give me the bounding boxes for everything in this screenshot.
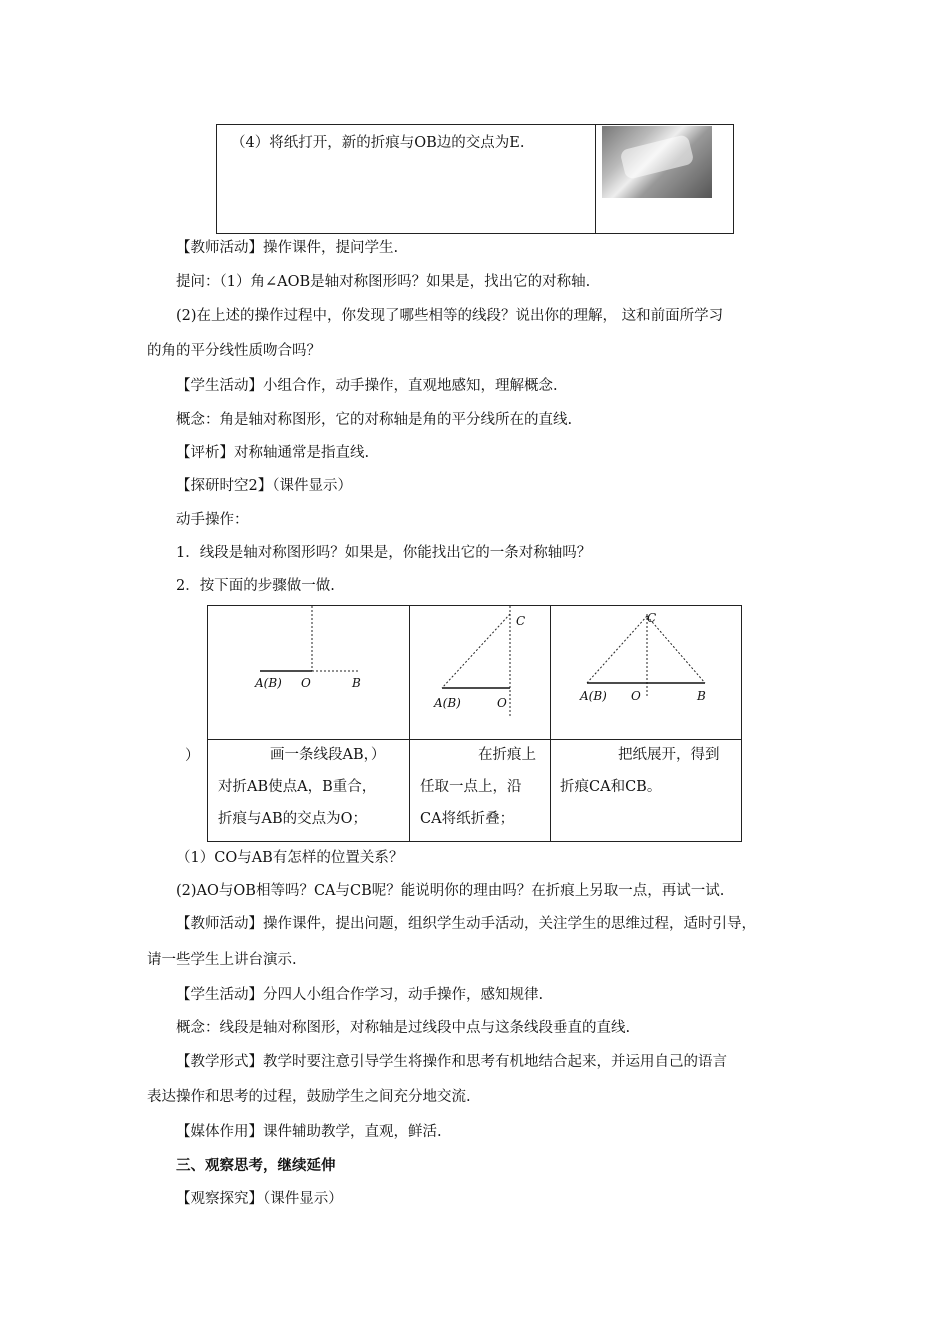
- teacher-activity-2-line-1: 【教师活动】操作课件，提出问题，组织学生动手活动，关注学生的思维过程，适时引导，: [176, 916, 756, 932]
- steps-table-diagrams: [207, 605, 742, 842]
- label-ab: A(B): [255, 676, 282, 690]
- question-2-line-2: 的角的平分线性质吻合吗？: [147, 343, 321, 359]
- teaching-form-line-2: 表达操作和思考的过程，鼓励学生之间充分地交流.: [147, 1089, 471, 1105]
- question-1: 提问：（1）角∠AOB是轴对称图形吗？如果是，找出它的对称轴.: [176, 274, 591, 290]
- diagram-1: [208, 606, 408, 738]
- question-2-line-1: (2)在上述的操作过程中，你发现了哪些相等的线段？说出你的理解， 这和前面所学习: [176, 308, 724, 324]
- diagram-2: [410, 606, 550, 738]
- student-activity-2: 【学生活动】分四人小组合作学习，动手操作，感知规律.: [176, 987, 544, 1003]
- label-ab: A(B): [580, 689, 607, 703]
- label-b: B: [697, 689, 706, 703]
- cell2-line2: 任取一点上，沿: [420, 779, 522, 795]
- cell2-line1: 在折痕上: [478, 747, 536, 763]
- media-role: 【媒体作用】课件辅助教学，直观，鲜活.: [176, 1124, 442, 1140]
- hands-on-heading: 动手操作：: [176, 512, 249, 528]
- teaching-form-line-1: 【教学形式】教学时要注意引导学生将操作和思考有机地结合起来，并运用自己的语言: [176, 1054, 727, 1070]
- teacher-activity-2-line-2: 请一些学生上讲台演示.: [147, 952, 297, 968]
- label-b: B: [352, 676, 361, 690]
- stray-paren: ）: [185, 748, 200, 764]
- folded-paper-photo: [602, 126, 712, 198]
- diagram-3: [551, 606, 741, 738]
- cell1-line1: 画一条线段AB，）: [270, 747, 386, 763]
- section-3-heading: 三、观察思考，继续延伸: [176, 1157, 336, 1174]
- student-activity-1: 【学生活动】小组合作，动手操作，直观地感知，理解概念.: [176, 378, 558, 394]
- observe-heading: 【观察探究】（课件显示）: [176, 1191, 343, 1207]
- concept-2: 概念：线段是轴对称图形，对称轴是过线段中点与这条线段垂直的直线.: [176, 1020, 631, 1036]
- cell3-line1: 把纸展开，得到: [618, 747, 720, 763]
- label-o: O: [301, 676, 311, 690]
- comment: 【评析】对称轴通常是指直线.: [176, 445, 370, 461]
- concept-1: 概念：角是轴对称图形，它的对称轴是角的平分线所在的直线.: [176, 412, 573, 428]
- table-divider: [595, 125, 596, 233]
- cell1-line2: 对折AB使点A，B重合，: [218, 779, 377, 795]
- cell3-line2: 折痕CA和CB。: [560, 779, 662, 795]
- cell2-line3: CA将纸折叠；: [420, 811, 515, 827]
- teacher-activity-1: 【教师活动】操作课件，提问学生.: [176, 240, 399, 256]
- label-o: O: [497, 696, 507, 710]
- explore-heading: 【探研时空2】（课件显示）: [176, 478, 352, 494]
- after-question-2: (2)AO与OB相等吗？CA与CB呢？能说明你的理由吗？在折痕上另取一点，再试一试.: [176, 883, 725, 899]
- cell1-line3: 折痕与AB的交点为O；: [218, 811, 368, 827]
- after-question-1: （1）CO与AB有怎样的位置关系？: [176, 850, 404, 866]
- item-1: 1．线段是轴对称图形吗？如果是，你能找出它的一条对称轴吗？: [176, 545, 592, 561]
- label-c: C: [516, 614, 526, 628]
- label-o: O: [631, 689, 641, 703]
- step4-text: （4）将纸打开，新的折痕与OB边的交点为E.: [231, 135, 525, 151]
- label-ab: A(B): [434, 696, 461, 710]
- label-c: C: [647, 611, 657, 625]
- item-2: 2．按下面的步骤做一做.: [176, 578, 335, 594]
